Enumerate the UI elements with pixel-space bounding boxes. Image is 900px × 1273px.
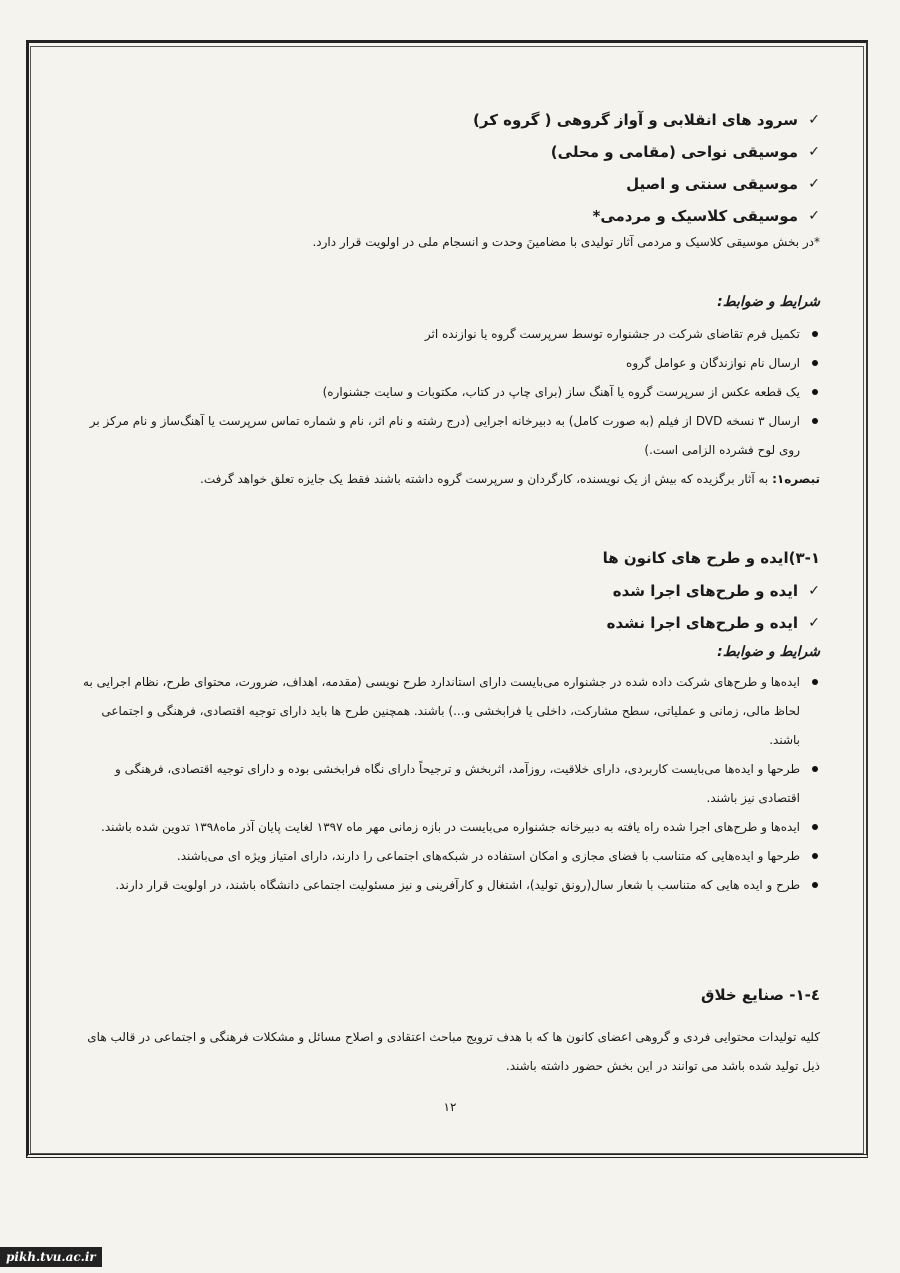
section-title: ٤-۱- صنایع خلاق: [701, 986, 820, 1004]
checkmark-icon: ✓: [808, 112, 820, 128]
page-number: ۱۲: [443, 1100, 457, 1114]
music-footnote: *در بخش موسیقی کلاسیک و مردمی آثار تولیدی با مضامینَ وحدت و انسجام ملی در اولویت قرار دارد.: [312, 235, 820, 249]
checkmark-icon: ✓: [808, 176, 820, 192]
list-item: ✓ ایده و طرح‌های اجرا شده: [80, 575, 820, 607]
list-item: ✓ موسیقی سنتی و اصیل: [80, 168, 820, 200]
bullet-icon: [812, 853, 818, 859]
list-item: طرحها و ایده‌هایی که متناسب با فضای مجازی و امکان استفاده در شبکه‌های اجتماعی را دارند، دارای امتیاز ویژه ای می‌باشند.: [80, 842, 820, 871]
bullet-icon: [812, 389, 818, 395]
list-item: ✓ ایده و طرح‌های اجرا نشده: [80, 607, 820, 639]
list-item: ارسال نام نوازندگان و عوامل گروه: [80, 349, 820, 378]
list-item: طرحها و ایده‌ها می‌بایست کاربردی، دارای خلاقیت، روزآمد، اثربخش و ترجیحاً دارای نگاه فرابخشی بوده و دارای توجیه اقتصادی، فرهنگی و اقتصادی نیز باشند.: [80, 755, 820, 813]
checkmark-icon: ✓: [808, 615, 820, 631]
checkmark-icon: ✓: [808, 144, 820, 160]
note-label: تبصره۱:: [772, 472, 820, 486]
bullet-icon: [812, 766, 818, 772]
checkmark-icon: ✓: [808, 583, 820, 599]
bullet-icon: [812, 331, 818, 337]
music-genre-list: [80, 104, 820, 232]
list-item: ایده‌ها و طرح‌های شرکت داده شده در جشنواره می‌بایست دارای استاندارد طرح نویسی (مقدمه، اهداف، ضرورت، محتوای طرح، نظام اجرایی به لحاظ مالی، زمانی و عملیاتی، سطح مشارکت، داخلی یا فرابخشی و...) باشند. همچنین طرح ها باید دارای توجیه اقتصادی، فرهنگی و اجتماعی باشند.: [80, 668, 820, 755]
list-item: تکمیل فرم تقاضای شرکت در جشنواره توسط سرپرست گروه یا نوازنده اثر: [80, 320, 820, 349]
conditions-heading: شرایط و ضوابط:: [717, 294, 820, 310]
list-item: ✓ موسیقی کلاسیک و مردمی*: [80, 200, 820, 232]
bullet-icon: [812, 360, 818, 366]
ideas-list: [80, 575, 820, 639]
conditions-list: [80, 320, 820, 465]
section-title: ۳-۱)ایده و طرح های کانون ها: [602, 549, 820, 567]
list-item: یک قطعه عکس از سرپرست گروه یا آهنگ ساز (برای چاپ در کتاب، مکتوبات و سایت جشنواره): [80, 378, 820, 407]
list-item: ✓ سرود های انقلابی و آواز گروهی ( گروه کر): [80, 104, 820, 136]
conditions-heading: شرایط و ضوابط:: [717, 644, 820, 660]
list-item: ارسال ۳ نسخه DVD از فیلم (به صورت کامل) به دبیرخانه اجرایی (درج رشته و نام اثر، نام و شماره تماس سرپرست یا آهنگ‌ساز و نام مرکز بر روی لوح فشرده الزامی است.): [80, 407, 820, 465]
bullet-icon: [812, 418, 818, 424]
list-item: ایده‌ها و طرح‌های اجرا شده راه یافته به دبیرخانه جشنواره می‌بایست در بازه زمانی مهر ماه ۱۳۹۷ لغایت پایان آذر ماه۱۳۹۸ تدوین شده باشند.: [80, 813, 820, 842]
bullet-icon: [812, 679, 818, 685]
list-item: ✓ موسیقی نواحی (مقامی و محلی): [80, 136, 820, 168]
section-paragraph: کلیه تولیدات محتوایی فردی و گروهی اعضای کانون ها که با هدف ترویج مباحث اعتقادی و اصلاح مسائل و مشکلات فرهنگی و اجتماعی در قالب های ذیل تولید شده باشد می توانند در این بخش حضور داشته باشند.: [87, 1030, 820, 1073]
ideas-conditions-list: [80, 668, 820, 900]
checkmark-icon: ✓: [808, 208, 820, 224]
bullet-icon: [812, 882, 818, 888]
note-paragraph: تبصره۱: به آثار برگزیده که بیش از یک نویسنده، کارگردان و سرپرست گروه داشته باشند فقط یک جایزه تعلق خواهد گرفت.: [200, 472, 820, 486]
site-watermark: pikh.tvu.ac.ir: [0, 1247, 102, 1267]
bullet-icon: [812, 824, 818, 830]
list-item: طرح و ایده هایی که متناسب با شعار سال(رونق تولید)، اشتغال و کارآفرینی و نیز مسئولیت اجتماعی دانشگاه باشند، در اولویت قرار دارند.: [80, 871, 820, 900]
